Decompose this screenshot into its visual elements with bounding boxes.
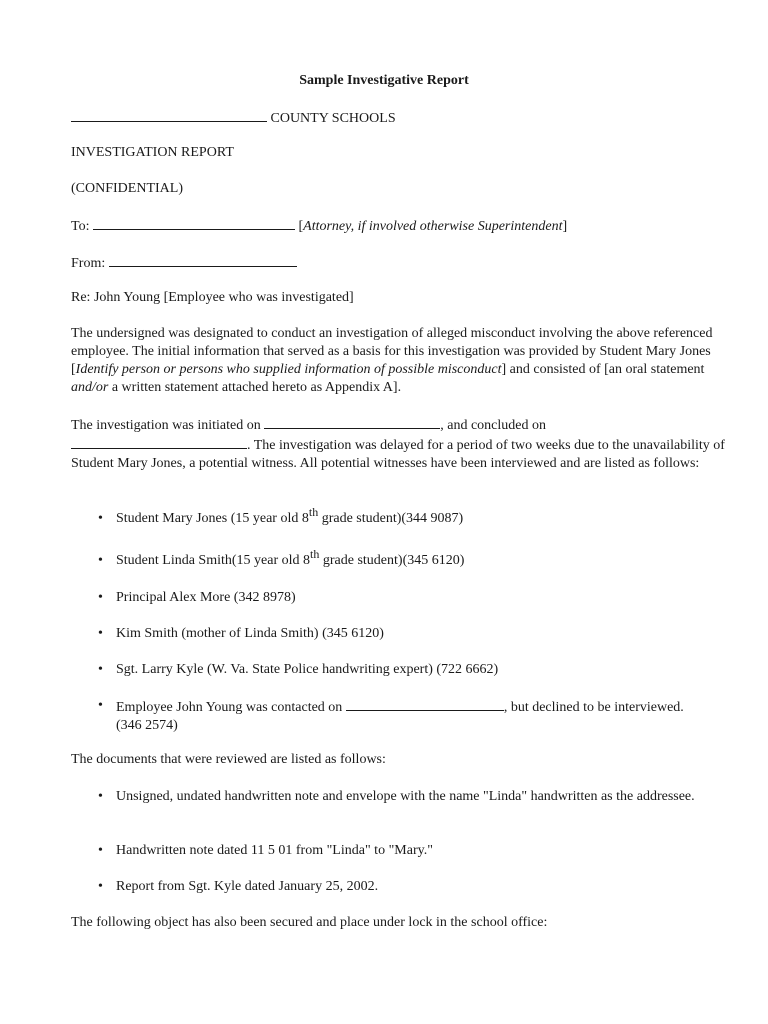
witness-text — [116, 547, 726, 570]
from-blank[interactable] — [109, 253, 297, 267]
confidential-label: (CONFIDENTIAL) — [71, 181, 183, 196]
county-schools-line — [71, 108, 396, 128]
para1-text-a: The undersigned was designated to conduct an investigation of alleged misconduct involving the above referenced employee. The initial information that served as a basis for this investigation was provided by Student Mary Jones [ — [71, 326, 713, 377]
to-blank[interactable] — [93, 216, 295, 230]
witness-post: grade student)(344 9087) — [318, 511, 464, 526]
contact-date-blank[interactable] — [346, 697, 504, 711]
concluded-date-blank[interactable] — [71, 435, 247, 449]
witness-text: Kim Smith (mother of Linda Smith) (345 6120) — [116, 626, 384, 641]
witness-sup: th — [310, 547, 320, 561]
para1-text-d: and/or — [71, 380, 109, 395]
initiated-date-blank[interactable] — [264, 415, 440, 429]
to-label: To: — [71, 219, 90, 234]
witness-text — [116, 505, 726, 528]
county-schools-label: COUNTY SCHOOLS — [270, 111, 396, 126]
investigation-report-heading: INVESTIGATION REPORT — [71, 145, 234, 160]
bullet-icon: • — [98, 789, 103, 804]
employee-text-a: Employee John Young was contacted on — [116, 700, 346, 715]
bullet-icon: • — [98, 698, 103, 713]
para1-text-e: a written statement attached hereto as Appendix A]. — [108, 380, 402, 395]
para2-text-c: . The investigation was delayed for a period of two weeks due to the unavailability of Student Mary Jones, a potential witness. All potential witnesses have been interviewed and are listed as follows: — [71, 438, 725, 471]
employee-contact-text — [116, 697, 726, 735]
document-text: Handwritten note dated 11 5 01 from "Linda" to "Mary." — [116, 843, 433, 858]
documents-intro: The documents that were reviewed are listed as follows: — [71, 752, 386, 767]
para2-text-b: , and concluded on — [440, 418, 546, 433]
document-text: Report from Sgt. Kyle dated January 25, 2002. — [116, 879, 379, 894]
re-line: Re: John Young [Employee who was investigated] — [71, 290, 354, 305]
secured-object-line: The following object has also been secured and place under lock in the school office: — [71, 915, 548, 930]
witness-text: Principal Alex More (342 8978) — [116, 590, 296, 605]
investigation-dates-paragraph — [71, 415, 731, 473]
bullet-icon: • — [98, 590, 103, 605]
employee-phone: (346 2574) — [116, 718, 178, 733]
bullet-icon: • — [98, 511, 103, 526]
to-note-close: ] — [562, 219, 568, 234]
bullet-icon: • — [98, 879, 103, 894]
para1-text-b: Identify person or persons who supplied information of possible misconduct — [75, 362, 502, 377]
witness-pre: Student Linda Smith(15 year old 8 — [116, 553, 311, 568]
witness-pre: Student Mary Jones (15 year old 8 — [116, 511, 309, 526]
witness-text: Sgt. Larry Kyle (W. Va. State Police handwriting expert) (722 6662) — [116, 662, 499, 677]
bullet-icon: • — [98, 662, 103, 677]
witness-post: grade student)(345 6120) — [319, 553, 465, 568]
document-text: Unsigned, undated handwritten note and envelope with the name "Linda" handwritten as the addressee. — [116, 789, 695, 804]
bullet-icon: • — [98, 843, 103, 858]
designation-paragraph — [71, 325, 731, 397]
to-line — [71, 216, 567, 236]
from-line — [71, 253, 297, 273]
county-name-blank[interactable] — [71, 108, 267, 122]
employee-text-b: , but declined to be interviewed. — [503, 700, 684, 715]
para1-text-c: ] and consisted of [an oral statement — [501, 362, 705, 377]
to-note-open: [ — [298, 219, 304, 234]
to-note: Attorney, if involved otherwise Superintendent — [303, 219, 563, 234]
bullet-icon: • — [98, 553, 103, 568]
para2-text-a: The investigation was initiated on — [71, 418, 265, 433]
bullet-icon: • — [98, 626, 103, 641]
from-label: From: — [71, 256, 106, 271]
witness-sup: th — [308, 505, 319, 519]
document-title: Sample Investigative Report — [299, 73, 469, 88]
